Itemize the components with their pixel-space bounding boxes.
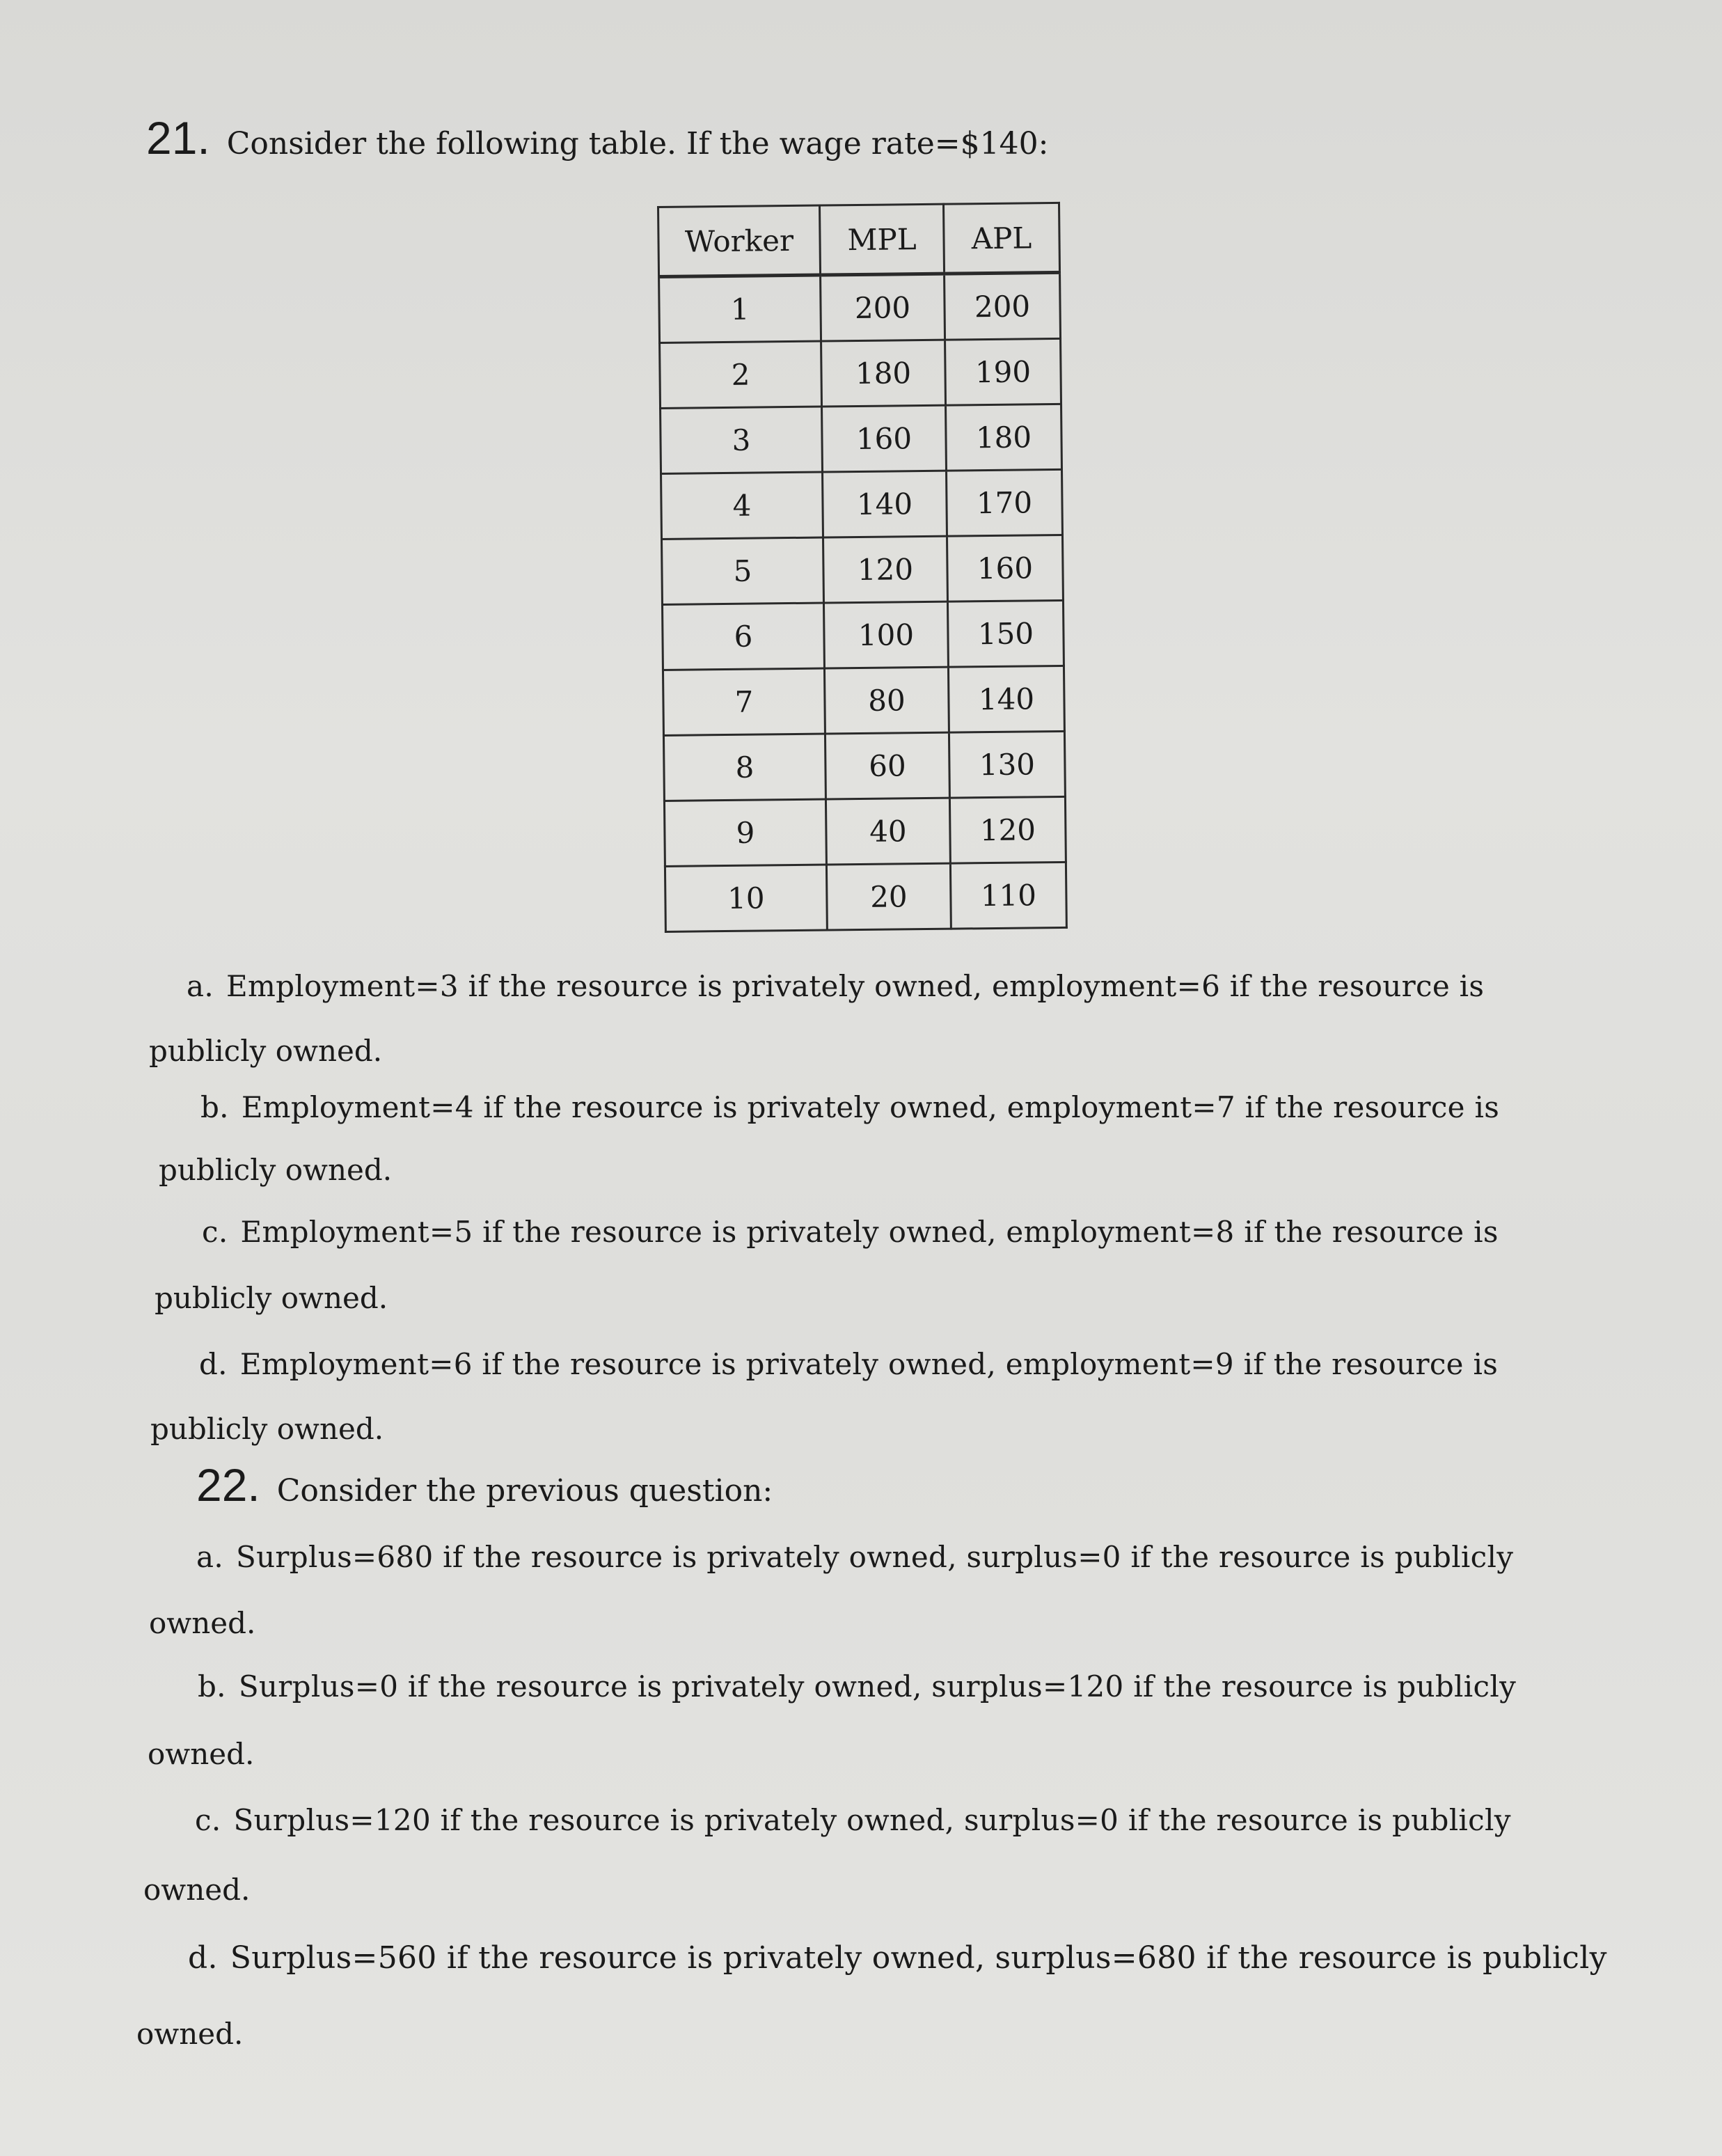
header-mpl: MPL [820,204,945,275]
cell-mpl: 120 [823,536,947,603]
header-apl: APL [943,203,1059,274]
q21-option-c [202,1215,1499,1249]
cell-mpl: 200 [821,274,945,341]
option-label: b. [200,1090,229,1124]
cell-apl: 160 [947,535,1063,601]
q21-option-c-continuation: publicly owned. [155,1281,388,1315]
cell-worker: 3 [661,407,823,473]
cell-worker: 5 [662,537,824,604]
question-21-number: 21. [146,112,210,164]
table-row [662,600,1064,670]
table-row [663,666,1064,735]
q21-option-a-continuation: publicly owned. [149,1034,383,1068]
q22-option-b-continuation: owned. [148,1737,255,1771]
cell-mpl: 20 [826,863,951,930]
cell-apl: 130 [949,731,1065,798]
question-22-number: 22. [196,1459,260,1511]
q21-option-b-continuation: publicly owned. [159,1153,393,1187]
cell-apl: 150 [947,600,1064,667]
cell-worker: 7 [663,668,825,735]
table-row [664,796,1066,866]
table-row [660,338,1061,408]
cell-mpl: 100 [823,601,948,668]
q21-option-d [199,1347,1498,1381]
cell-worker: 6 [662,603,824,670]
option-text: Employment=3 if the resource is privately owned, employment=6 if the resource is [226,969,1485,1003]
cell-apl: 180 [946,404,1062,471]
table-header-row [658,203,1060,276]
cell-worker: 9 [664,799,826,866]
table-row [662,535,1064,604]
production-table [657,202,1068,933]
table-row [663,731,1065,801]
q21-option-b [200,1090,1499,1124]
cell-worker: 2 [660,341,822,408]
option-text: Employment=4 if the resource is privately owned, employment=7 if the resource is [241,1090,1500,1124]
option-label: a. [187,969,214,1003]
option-text: Surplus=0 if the resource is privately owned, surplus=120 if the resource is publicly [238,1669,1517,1703]
cell-mpl: 140 [823,471,947,537]
production-table-wrap [657,202,1068,933]
q22-option-c-continuation: owned. [143,1873,251,1907]
cell-mpl: 160 [822,405,947,472]
question-21-heading [146,111,1048,164]
cell-worker: 4 [661,472,823,539]
cell-mpl: 180 [821,340,946,407]
option-label: a. [196,1540,223,1574]
table-row [659,272,1061,343]
option-text: Surplus=560 if the resource is privately owned, surplus=680 if the resource is publicly [230,1940,1607,1976]
cell-mpl: 80 [824,667,949,734]
option-label: c. [202,1215,228,1249]
option-label: b. [198,1669,226,1703]
question-22-prompt: Consider the previous question: [276,1473,773,1509]
table-row [661,404,1062,473]
header-worker: Worker [658,205,821,276]
q21-option-d-continuation: publicly owned. [150,1412,384,1446]
cell-mpl: 60 [825,732,949,799]
cell-apl: 140 [948,666,1064,732]
table-row [665,862,1066,931]
option-text: Surplus=120 if the resource is privately owned, surplus=0 if the resource is publicly [233,1803,1511,1837]
cell-apl: 200 [945,272,1061,340]
option-text: Surplus=680 if the resource is privately owned, surplus=0 if the resource is publicly [236,1540,1514,1574]
cell-worker: 8 [663,734,826,801]
q21-option-a [187,969,1484,1003]
option-text: Employment=5 if the resource is privately owned, employment=8 if the resource is [240,1215,1499,1249]
q22-option-b [198,1669,1516,1703]
cell-apl: 190 [945,338,1061,405]
q22-option-a-continuation: owned. [149,1606,256,1640]
option-label: c. [195,1803,221,1837]
cell-apl: 120 [949,796,1066,863]
option-label: d. [199,1347,228,1381]
cell-apl: 110 [950,862,1066,929]
cell-apl: 170 [947,469,1063,536]
q22-option-c [195,1803,1511,1837]
cell-worker: 10 [665,865,827,931]
table-row [661,469,1063,539]
question-22-heading [196,1458,773,1511]
q22-option-d-continuation: owned. [136,2017,244,2051]
option-label: d. [188,1940,218,1976]
q22-option-a [196,1540,1513,1574]
option-text: Employment=6 if the resource is privately owned, employment=9 if the resource is [239,1347,1499,1381]
question-21-prompt: Consider the following table. If the wage rate=$140: [226,126,1049,162]
q22-option-d [188,1940,1607,1976]
cell-worker: 1 [659,275,821,343]
cell-mpl: 40 [826,798,950,865]
